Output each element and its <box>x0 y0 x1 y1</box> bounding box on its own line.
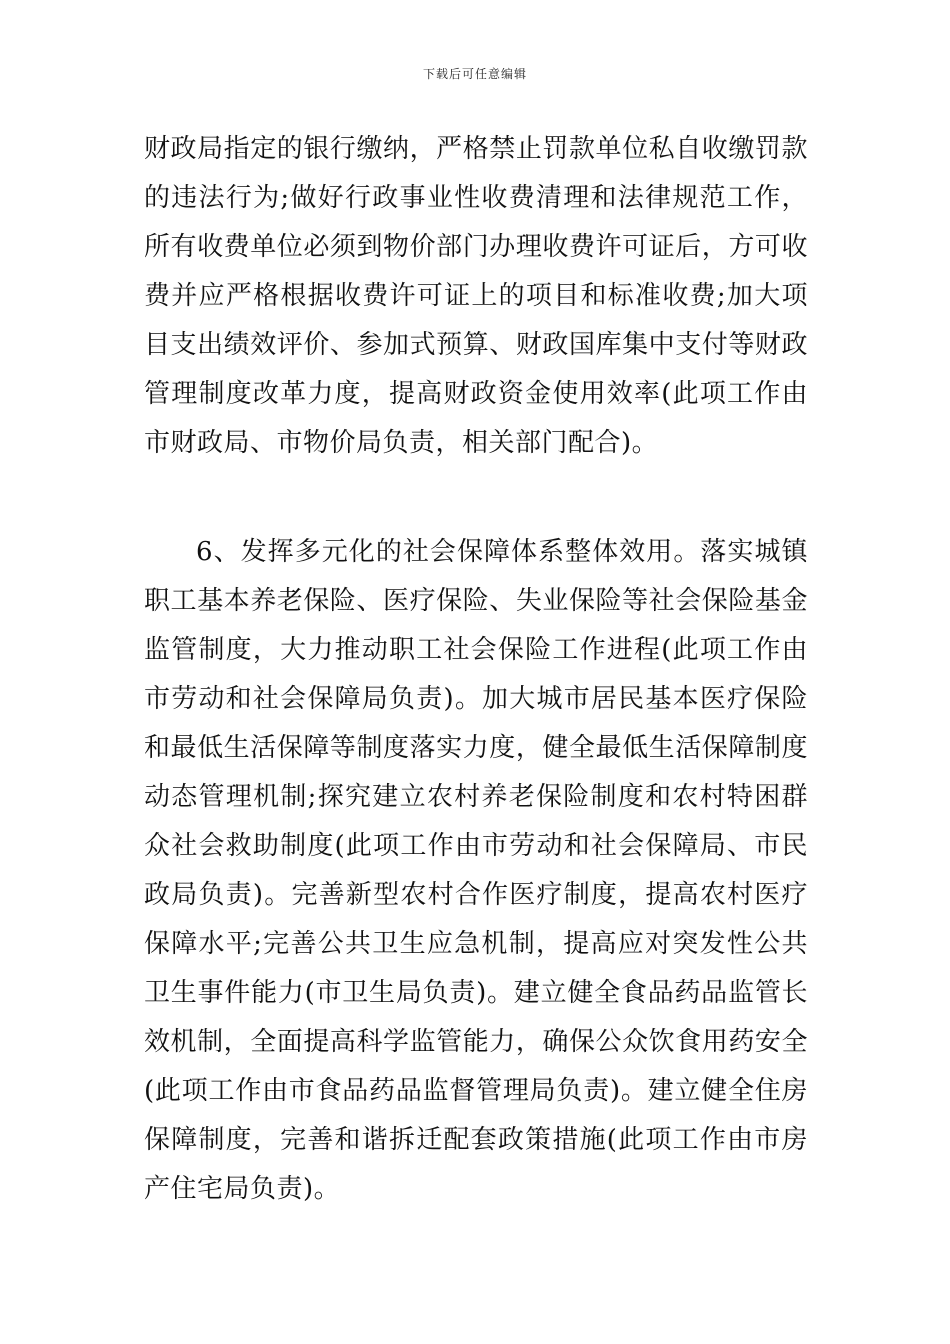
paragraph-continuation: 财政局指定的银行缴纳，严格禁止罚款单位私自收缴罚款的违法行为;做好行政事业性收费清理和法律规范工作，所有收费单位必须到物价部门办理收费许可证后，方可收费并应严格根据收费许可证上的项目和标准收费;加大项目支出绩效评价、参加式预算、财政国库集中支付等财政管理制度改革力度，提高财政资金使用效率(此项工作由市财政局、市物价局负责，相关部门配合)。 <box>144 134 808 458</box>
paragraph-social-security: 6、发挥多元化的社会保障体系整体效用。落实城镇职工基本养老保险、医疗保险、失业保险等社会保险基金监管制度，大力推动职工社会保险工作进程(此项工作由市劳动和社会保障局负责)。加大城市居民基本医疗保险和最低生活保障等制度落实力度，健全最低生活保障制度动态管理机制;探究建立农村养老保险制度和农村特困群众社会救助制度(此项工作由市劳动和社会保障局、市民政局负责)。完善新型农村合作医疗制度，提高农村医疗保障水平;完善公共卫生应急机制，提高应对突发性公共卫生事件能力(市卫生局负责)。建立健全食品药品监管长效机制，全面提高科学监管能力，确保公众饮食用药安全(此项工作由市食品药品监督管理局负责)。建立健全住房保障制度，完善和谐拆迁配套政策措施(此项工作由市房产住宅局负责)。 <box>144 537 808 1204</box>
header-note: 下载后可任意编辑 <box>422 67 527 81</box>
